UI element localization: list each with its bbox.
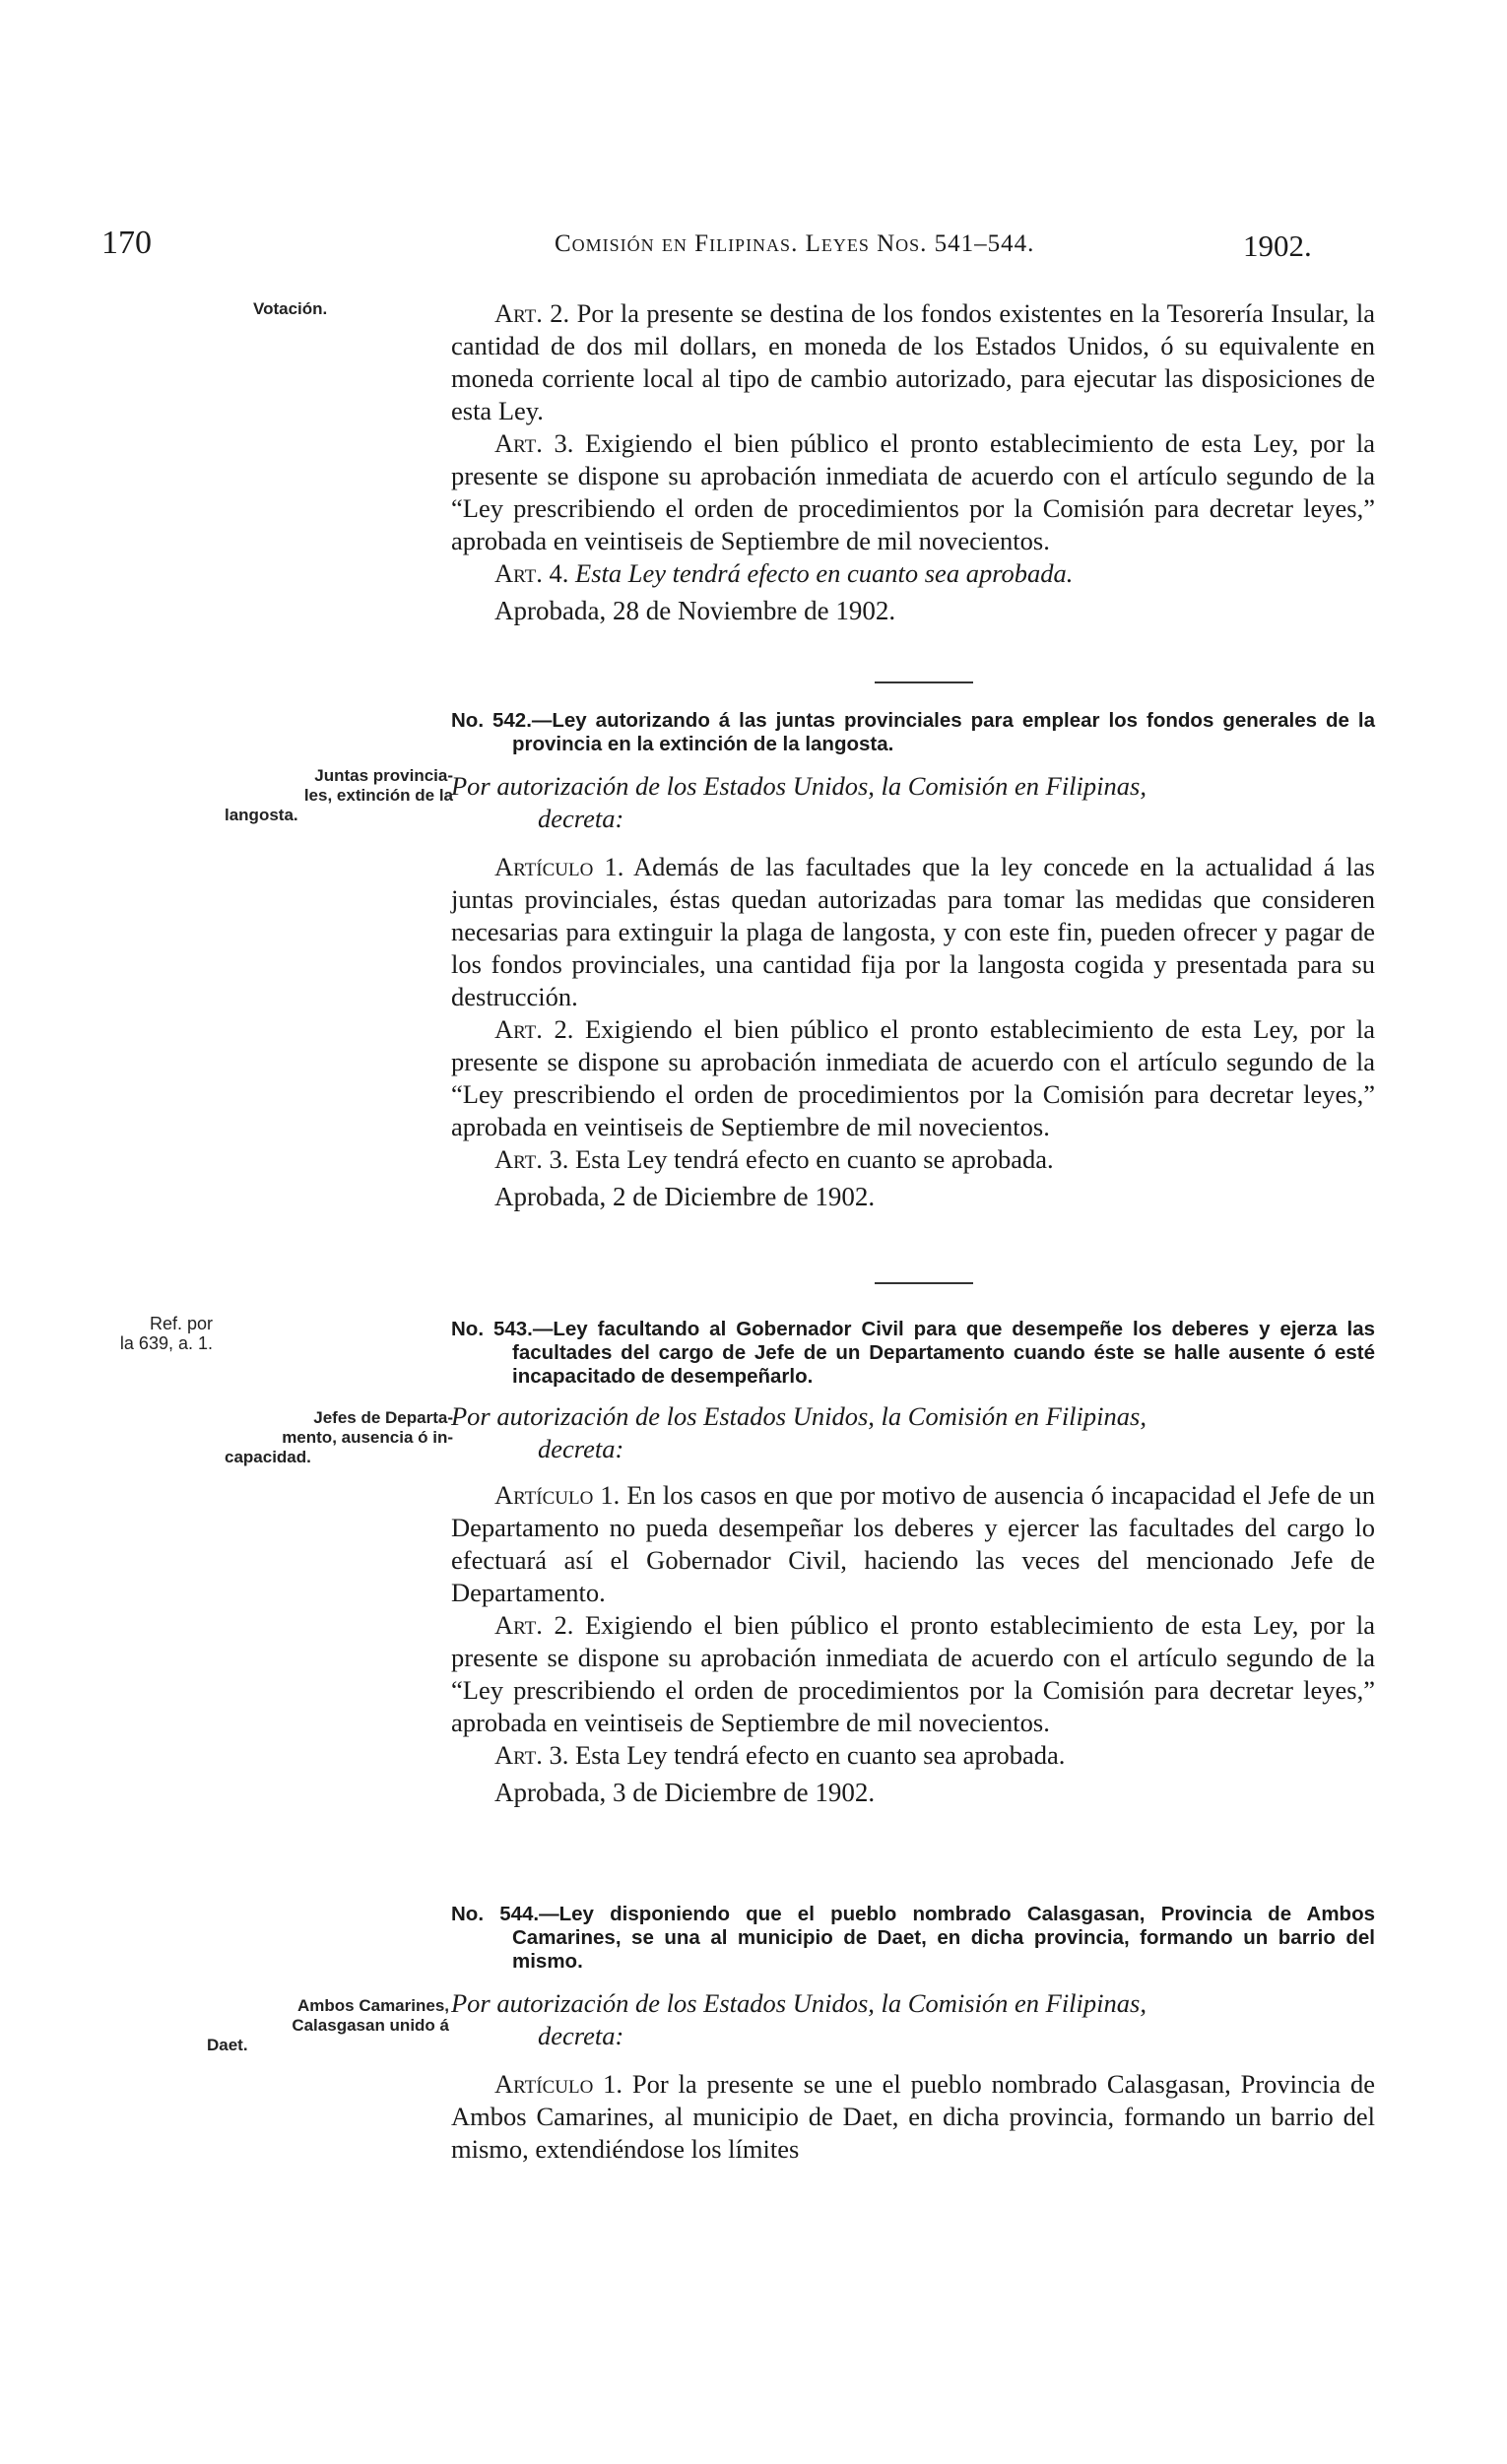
article-text: En los casos en que por motivo de ausencia ó incapacidad el Jefe de un Departamento no pueda desempeñar los deberes y ejercer las facultades del cargo lo efectuará así el Gobernador Civil, haciendo las veces del mencionado Jefe de Departamento. bbox=[451, 1480, 1375, 1607]
margin-note-line: la 639, a. 1. bbox=[119, 1333, 213, 1353]
law542-art2 bbox=[451, 1013, 1375, 1143]
margin-note-line: Ref. por bbox=[149, 1314, 213, 1333]
article-text: Exigiendo el bien público el pronto establecimiento de esta Ley, por la presente se dispone su aprobación inmediata de acuerdo con el artículo segundo de la “Ley prescribiendo el orden de procedimientos por la Comisión para decretar leyes,” aprobada en veintiseis de Septiembre de mil novecientos. bbox=[451, 1610, 1375, 1737]
margin-note-juntas bbox=[225, 766, 453, 825]
margin-note-ambos bbox=[207, 1996, 449, 2055]
margin-note-jefes bbox=[225, 1408, 453, 1467]
law541-art3 bbox=[451, 427, 1375, 557]
law542-art3 bbox=[451, 1143, 1375, 1176]
margin-note-ref bbox=[95, 1314, 213, 1353]
law543-approved: Aprobada, 3 de Diciembre de 1902. bbox=[494, 1778, 876, 1807]
law543-enacting: Por autorización de los Estados Unidos, la Comisión en Filipinas, bbox=[451, 1401, 1147, 1431]
law-541-section bbox=[451, 297, 1375, 627]
article-text: Además de las facultades que la ley concede en la actualidad á las juntas provinciales, éstas quedan autorizadas para tomar las medidas que consideren necesarias para extinguir la plaga de langosta, y con este fin, pueden ofrecer y pagar de los fondos provinciales, una cantidad fija por la langosta cogida y presentada para su destrucción. bbox=[451, 852, 1375, 1011]
law541-art4 bbox=[451, 557, 1375, 590]
article-label: Art. 3. bbox=[494, 1144, 569, 1174]
section-divider bbox=[875, 1282, 973, 1284]
article-label: Artículo 1. bbox=[494, 1480, 621, 1510]
law-544-section bbox=[451, 1903, 1375, 2166]
law542-approved: Aprobada, 2 de Diciembre de 1902. bbox=[494, 1182, 876, 1211]
page-number: 170 bbox=[101, 225, 152, 261]
margin-note-line: Calasgasan unido á bbox=[292, 2016, 449, 2035]
article-label: Artículo 1. bbox=[494, 852, 624, 881]
article-label: Art. 3. bbox=[494, 1740, 569, 1770]
law544-art1 bbox=[451, 2068, 1375, 2166]
law542-art1 bbox=[451, 851, 1375, 1013]
article-text: Por la presente se destina de los fondos existentes en la Tesorería Insular, la cantidad de dos mil dollars, en moneda de los Estados Unidos, ó su equivalente en moneda corriente local al tipo de cambio autorizado, para ejecutar las disposiciones de esta Ley. bbox=[451, 298, 1375, 425]
article-text: Por la presente se une el pueblo nombrado Calasgasan, Provincia de Ambos Camarines, al municipio de Daet, en dicha provincia, formando un barrio del mismo, extendiéndose los límites bbox=[451, 2069, 1375, 2164]
law541-art2 bbox=[451, 297, 1375, 427]
law544-decreta: decreta: bbox=[538, 2021, 624, 2050]
article-text: Exigiendo el bien público el pronto establecimiento de esta Ley, por la presente se dispone su aprobación inmediata de acuerdo con el artículo segundo de la “Ley prescribiendo el orden de procedimientos por la Comisión para decretar leyes,” aprobada en veintiseis de Septiembre de mil novecientos. bbox=[451, 428, 1375, 555]
law543-title: No. 543.—Ley facultando al Gobernador Civil para que desempeñe los deberes y ejerza las facultades del cargo de Jefe de un Departamento cuando éste se halle ausente ó esté incapacitado de desempeñarlo. bbox=[451, 1318, 1375, 1388]
law544-enacting: Por autorización de los Estados Unidos, la Comisión en Filipinas, bbox=[451, 1988, 1147, 2018]
margin-note-line: Daet. bbox=[207, 2036, 248, 2054]
running-title: Comisión en Filipinas. Leyes Nos. 541–544. bbox=[555, 230, 1035, 257]
law543-art1 bbox=[451, 1479, 1375, 1609]
law543-art2 bbox=[451, 1609, 1375, 1739]
article-text: Esta Ley tendrá efecto en cuanto sea aprobada. bbox=[575, 1740, 1066, 1770]
margin-note-votacion: Votación. bbox=[253, 299, 328, 318]
law543-art3 bbox=[451, 1739, 1375, 1772]
section-divider bbox=[875, 681, 973, 683]
law543-decreta: decreta: bbox=[538, 1434, 624, 1463]
law-542-section bbox=[451, 709, 1375, 1213]
article-label: Art. 3. bbox=[494, 428, 574, 458]
margin-note-line: langosta. bbox=[225, 806, 298, 824]
article-label: Art. 2. bbox=[494, 298, 570, 328]
article-label: Art. 2. bbox=[494, 1014, 574, 1044]
article-text: Esta Ley tendrá efecto en cuanto se aprobada. bbox=[575, 1144, 1054, 1174]
margin-note-line: Jefes de Departa- bbox=[313, 1408, 453, 1427]
article-label: Art. 4. bbox=[494, 558, 569, 588]
law541-approved: Aprobada, 28 de Noviembre de 1902. bbox=[494, 596, 896, 625]
law542-decreta: decreta: bbox=[538, 804, 624, 833]
law542-enacting: Por autorización de los Estados Unidos, la Comisión en Filipinas, bbox=[451, 771, 1147, 801]
law544-title: No. 544.—Ley disponiendo que el pueblo nombrado Calasgasan, Provincia de Ambos Camarines, se una al municipio de Daet, en dicha provincia, formando un barrio del mismo. bbox=[451, 1903, 1375, 1973]
header-year: 1902. bbox=[1243, 228, 1312, 263]
law-543-section bbox=[451, 1318, 1375, 1809]
margin-note-line: capacidad. bbox=[225, 1448, 311, 1466]
article-text: Esta Ley tendrá efecto en cuanto sea aprobada. bbox=[575, 558, 1074, 588]
article-label: Artículo 1. bbox=[494, 2069, 623, 2099]
margin-note-line: Ambos Camarines, bbox=[297, 1996, 449, 2015]
article-text: Exigiendo el bien público el pronto establecimiento de esta Ley, por la presente se dispone su aprobación inmediata de acuerdo con el artículo segundo de la “Ley prescribiendo el orden de procedimientos por la Comisión para decretar leyes,” aprobada en veintiseis de Septiembre de mil novecientos. bbox=[451, 1014, 1375, 1141]
article-label: Art. 2. bbox=[494, 1610, 574, 1640]
law542-title: No. 542.—Ley autorizando á las juntas provinciales para emplear los fondos generales de la provincia en la extinción de la langosta. bbox=[451, 709, 1375, 755]
margin-note-line: Juntas provincia- bbox=[314, 766, 453, 785]
margin-note-line: mento, ausencia ó in- bbox=[282, 1428, 453, 1447]
margin-note-line: les, extinción de la bbox=[303, 786, 453, 805]
